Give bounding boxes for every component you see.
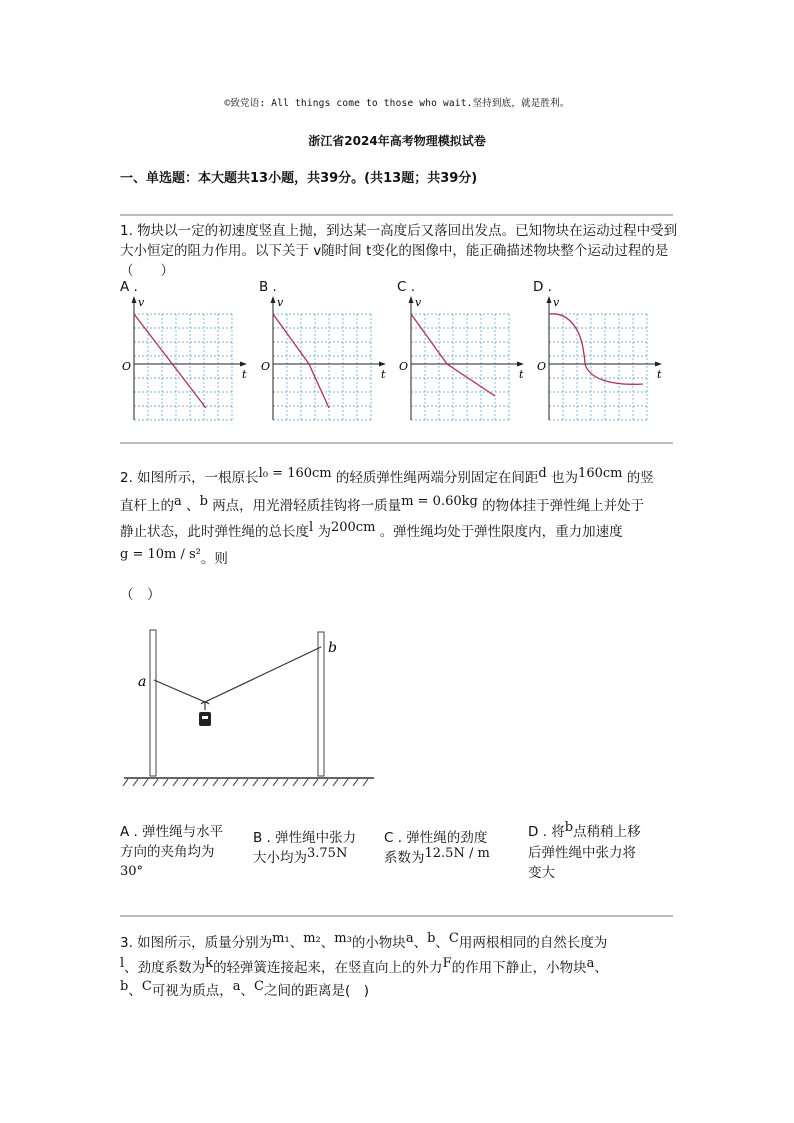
- q1-b-v-label: v: [277, 296, 284, 309]
- q1-option-b-label: B .: [259, 279, 277, 295]
- q2-option-b[interactable]: [253, 828, 383, 869]
- q2-g: g = 10m / s²: [120, 547, 201, 562]
- q1-b-t-label: t: [381, 368, 386, 381]
- q2-option-a-line: 方向的夹角均为: [120, 844, 215, 860]
- q1-a-origin-label: O: [122, 360, 132, 373]
- q3-text: 、: [435, 935, 449, 951]
- q3-m3: m₃: [334, 931, 352, 946]
- q1-graph-d: [533, 292, 673, 424]
- q1-d-curve: [549, 314, 643, 384]
- q2-text: 、: [186, 498, 200, 514]
- divider: [120, 442, 673, 444]
- divider: [120, 915, 673, 917]
- q1-graph-b: [257, 292, 397, 424]
- section-heading: 一、单选题：本大题共13小题，共39分。(共13题；共39分): [120, 171, 478, 186]
- q2-option-d-line: D . 将: [528, 824, 565, 840]
- q2-text: 两点，用光滑轻质挂钩将一质量: [212, 498, 402, 514]
- q2-option-d-line: 变大: [528, 865, 555, 881]
- elastic-rope: [154, 647, 321, 702]
- q3-line-3: [120, 981, 680, 1002]
- q2-l: l: [309, 520, 314, 535]
- q3-m1: m₁: [272, 931, 290, 946]
- q2-text: 直杆上的: [120, 498, 174, 514]
- q3-text: 、: [240, 983, 255, 999]
- q3-F: F: [442, 956, 452, 971]
- q2-option-d-b: b: [564, 820, 574, 835]
- q3-text: 、: [320, 935, 335, 951]
- q2-option-a-value: 30°: [120, 864, 144, 879]
- motto-line: ©致党语: All things come to those who wait.坚持到底，就是胜利。: [224, 98, 570, 109]
- q3-line-2: [120, 958, 680, 979]
- q3-text: 、: [413, 935, 428, 951]
- page-title: 浙江省2024年高考物理模拟试卷: [308, 134, 486, 148]
- q2-text: 也为: [551, 470, 579, 486]
- q3-a: a: [405, 931, 414, 946]
- q1-d-origin-label: O: [537, 360, 547, 373]
- q1-graph-a: [118, 292, 258, 424]
- q3-text: 3. 如图所示，质量分别为: [120, 935, 273, 951]
- q2-point-b-label: b: [328, 640, 337, 656]
- q2-option-c-value: 12.5N / m: [424, 846, 490, 861]
- q2-m: m = 0.60kg: [401, 494, 478, 509]
- q2-line-3: [120, 522, 680, 543]
- q1-b-origin-label: O: [261, 360, 271, 373]
- q1-graph-c: [395, 292, 535, 424]
- q3-text: 之间的距离是( ): [264, 983, 370, 999]
- q3-line-1: [120, 933, 680, 954]
- q3-text: 、: [128, 983, 142, 999]
- q3-text: 、: [594, 960, 608, 976]
- q2-point-a-label: a: [138, 674, 147, 690]
- q2-option-b-line: 大小均为: [253, 850, 307, 866]
- q2-a: a: [174, 494, 182, 509]
- q1-a-v-label: v: [138, 296, 145, 309]
- q2-option-a-line: A . 弹性绳与水平: [120, 824, 224, 840]
- q2-option-b-line: B . 弹性绳中张力: [253, 830, 357, 846]
- q2-d: d: [538, 466, 547, 481]
- q2-l0: l₀ = 160cm: [258, 466, 332, 481]
- q3-m2: m₂: [303, 931, 321, 946]
- q2-option-c-line: 系数为: [384, 850, 425, 866]
- q3-c3: C: [254, 979, 264, 994]
- q1-d-t-label: t: [657, 368, 662, 381]
- q3-a2: a: [586, 956, 595, 971]
- q2-paren: （ ）: [120, 587, 161, 603]
- q1-option-c-label: C .: [397, 279, 416, 295]
- q2-text: 。则: [200, 551, 228, 567]
- q3-text: 、劲度系数为: [124, 960, 206, 976]
- q2-option-c[interactable]: [384, 828, 524, 869]
- q3-c2: C: [141, 979, 152, 994]
- q3-c: C: [448, 931, 459, 946]
- q2-text: 静止状态，此时弹性绳的总长度: [120, 524, 309, 540]
- q2-line-2: [120, 496, 680, 517]
- q3-text: 的作用下静止，小物块: [451, 960, 587, 976]
- q1-option-d-label: D .: [533, 279, 552, 295]
- q2-line-1: [120, 468, 680, 489]
- q1-c-origin-label: O: [399, 360, 409, 373]
- q2-text: 为: [317, 524, 331, 540]
- divider: [120, 214, 673, 216]
- q1-d-v-label: v: [553, 296, 560, 309]
- q1-c-v-label: v: [415, 296, 422, 309]
- q2-figure: [118, 620, 380, 796]
- q2-text: 的竖: [626, 470, 654, 486]
- q2-l-value: 200cm: [330, 520, 376, 535]
- q1-a-t-label: t: [242, 368, 247, 381]
- q2-text: 2. 如图所示，一根原长: [120, 470, 259, 486]
- q3-a3: a: [232, 979, 241, 994]
- q3-text: 用两根相同的自然长度为: [458, 935, 608, 951]
- q3-k: k: [205, 956, 214, 971]
- q2-d-value: 160cm: [578, 466, 623, 481]
- q3-text: 的轻弹簧连接起来，在竖直向上的外力: [213, 960, 443, 976]
- q2-text: 的轻质弹性绳两端分别固定在间距: [335, 470, 539, 486]
- q3-b2: b: [120, 979, 129, 994]
- q2-line-4: [120, 549, 680, 570]
- q1-option-a-label: A .: [120, 279, 138, 295]
- q3-text: 可视为质点，: [151, 983, 233, 999]
- q3-b: b: [427, 931, 436, 946]
- q2-option-d-line: 后弹性绳中张力将: [528, 845, 636, 861]
- q2-option-c-line: C . 弹性绳的劲度: [384, 830, 488, 846]
- q3-l: l: [120, 956, 125, 971]
- q2-option-b-value: 3.75N: [307, 846, 348, 861]
- q1-c-t-label: t: [519, 368, 524, 381]
- q2-text: 的物体挂于弹性绳上并处于: [482, 498, 645, 514]
- q3-text: 、: [289, 935, 304, 951]
- q3-text: 的小物块: [351, 935, 406, 951]
- q2-text: 。弹性绳均处于弹性限度内，重力加速度: [379, 524, 623, 540]
- q2-option-a[interactable]: [120, 822, 250, 882]
- q2-option-d[interactable]: [528, 822, 678, 883]
- q2-option-d-line: 点稍稍上移: [573, 824, 641, 840]
- q2-b: b: [199, 494, 208, 509]
- q1-text: 1. 物块以一定的初速度竖直上抛，到达某一高度后又落回出发点。已知物块在运动过程中受到大小恒定的阻力作用。以下关于 v随时间 t变化的图像中，能正确描述物块整个运动过程的是（ ）: [120, 223, 678, 279]
